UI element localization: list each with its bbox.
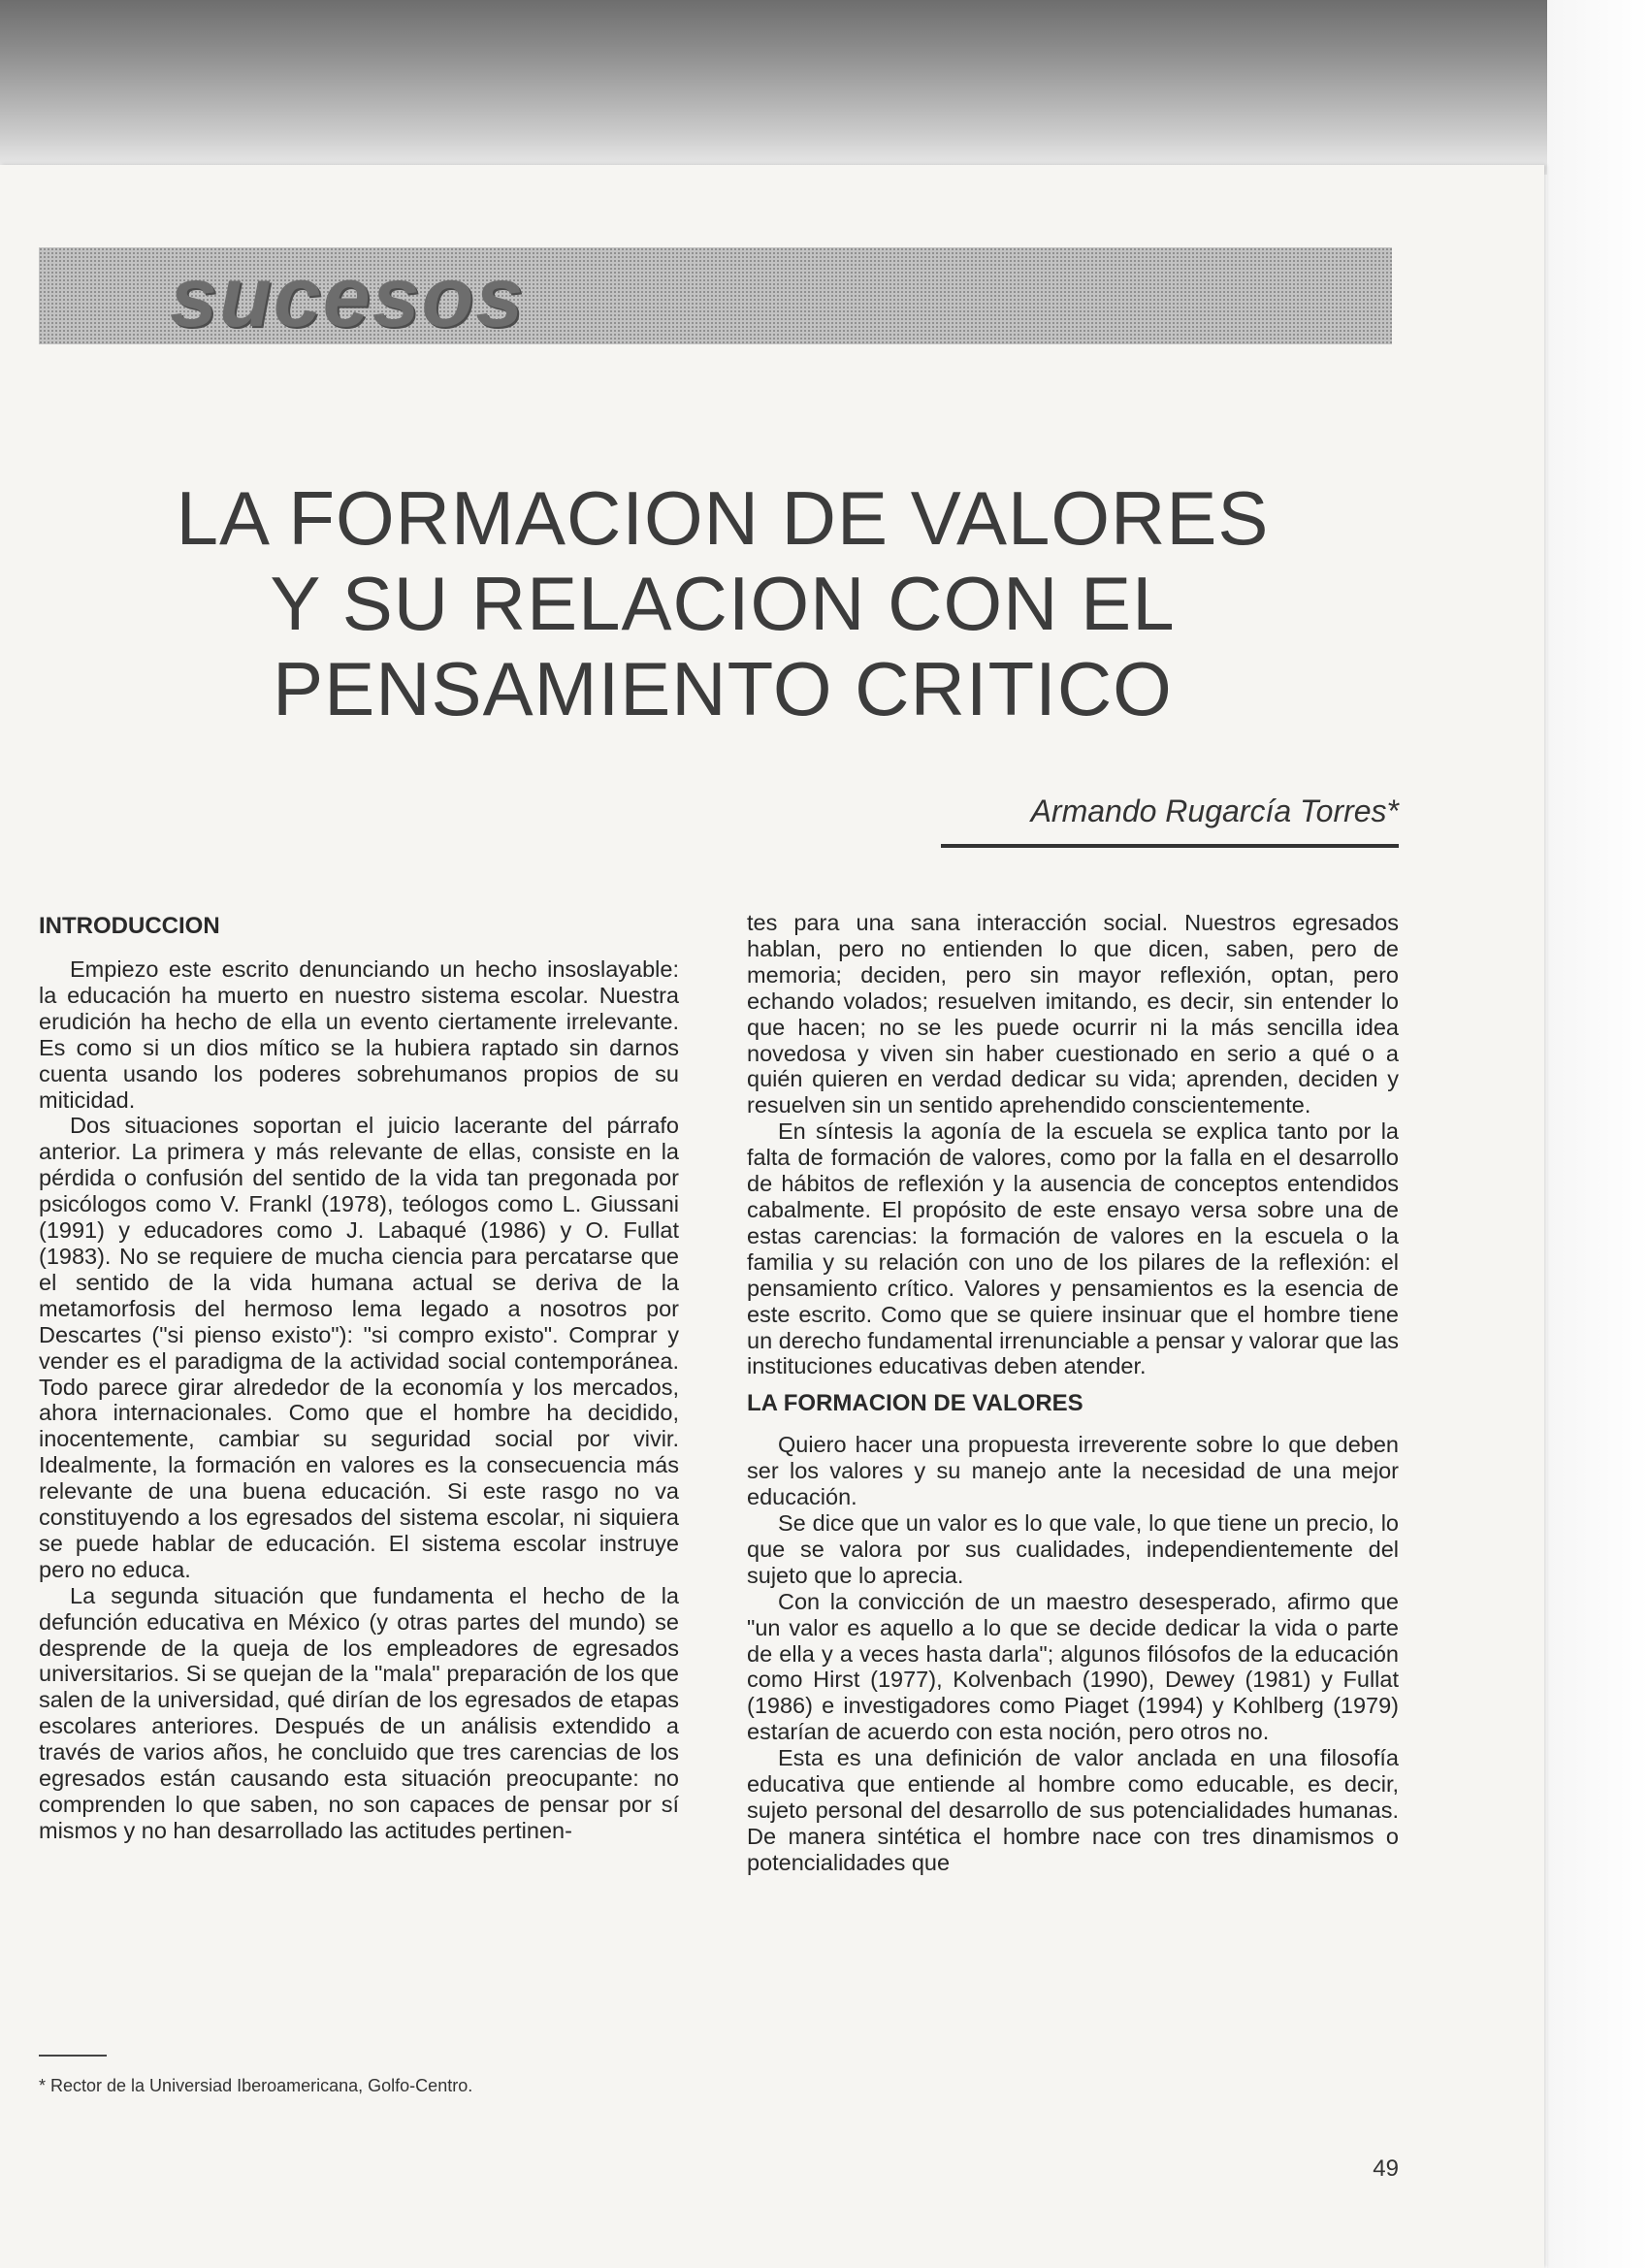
title-line-2: Y SU RELACION CON EL [270, 561, 1176, 646]
continued-paragraph: tes para una sana interacción social. Nuestros egresados hablan, pero no entienden lo que dicen, saben, pero de memoria; deciden, pero sin mayor reflexión, optan, pero echando volados; resuelven imitando, es decir, sin entender lo que hacen; no se les puede ocurrir ni la más sencilla idea novedosa y viven sin haber cuestionado en serio a qué o a quién quieren en verdad dedicar su vida; aprenden, deciden y resuelven sin un sentido aprehendido conscientemente. [747, 910, 1399, 1118]
article-title [126, 475, 1319, 731]
values-paragraph-4: Esta es una definición de valor anclada en una filosofía educativa que entiende al hombre como educable, es decir, sujeto personal del desarrollo de sus potencialidades humanas. De manera sintética el hombre nace con tres dinamismos o potencialidades que [747, 1745, 1399, 1875]
footnote-rule [39, 2055, 107, 2057]
right-column [747, 910, 1399, 1876]
introduction-heading: INTRODUCCION [39, 913, 220, 939]
values-heading: LA FORMACION DE VALORES [747, 1390, 1083, 1417]
values-paragraph-3: Con la convicción de un maestro desesperado, afirmo que "un valor es aquello a lo que se decide dedicar la vida o parte de ella y a veces hasta darla"; algunos filósofos de la educación como Hirst (1977), Kolvenbach (1990), Dewey (1981) y Fullat (1986) e investigadores como Piaget (1994) y Kohlberg (1979) estarían de acuerdo con esta noción, pero otros no. [747, 1588, 1399, 1745]
scan-background-top [0, 0, 1649, 175]
values-paragraph-2: Se dice que un valor es lo que vale, lo que tiene un precio, lo que se valora por sus cualidades, independientemente del sujeto que lo aprecia. [747, 1510, 1399, 1588]
title-line-1: LA FORMACION DE VALORES [176, 475, 1270, 561]
author-byline: Armando Rugarcía Torres* [1030, 794, 1399, 828]
intro-paragraph-1: Empiezo este escrito denunciando un hecho insoslayable: la educación ha muerto en nuestro sistema escolar. Nuestra erudición ha hecho de ella un evento ciertamente irrelevante. Es como si un dios mítico se la hubiera raptado sin darnos cuenta usando los poderes sobrehumanos propios de su miticidad. [39, 956, 679, 1113]
intro-paragraph-3: La segunda situación que fundamenta el hecho de la defunción educativa en México (y otras partes del mundo) se desprende de la queja de los empleadores de egresados universitarios. Si se quejan de la "mala" preparación de los que salen de la universidad, qué dirían de los egresados de etapas escolares anteriores. Después de un análisis extendido a través de varios años, he concluido que tres carencias de los egresados están causando esta situación preocupante: no comprenden lo que saben, no son capaces de pensar por sí mismos y no han desarrollado las actitudes pertinen- [39, 1582, 679, 1843]
author-rule [941, 844, 1399, 848]
title-line-3: PENSAMIENTO CRITICO [273, 646, 1173, 731]
page-number: 49 [1373, 2155, 1399, 2182]
left-column [39, 912, 679, 1844]
footnote: * Rector de la Universiad Iberoamericana, Golfo-Centro. [39, 2076, 473, 2095]
synthesis-paragraph: En síntesis la agonía de la escuela se explica tanto por la falta de formación de valores, como por la falla en el desarrollo de hábitos de reflexión y la ausencia de conceptos entendidos cabalmente. El propósito de este ensayo versa sobre una de estas carencias: la formación de valores en la escuela o la familia y su relación con uno de los pilares de la reflexión: el pensamiento crítico. Valores y pensamientos es la esencia de este escrito. Como que se quiere insinuar que el hombre tiene un derecho fundamental irrenunciable a pensar y valorar que las instituciones educativas deben atender. [747, 1118, 1399, 1379]
scan-background-right [1547, 0, 1649, 2268]
intro-paragraph-2: Dos situaciones soportan el juicio lacerante del párrafo anterior. La primera y más relevante de ellas, consiste en la pérdida o confusión del sentido de la vida tan pregonada por psicólogos como V. Frankl (1978), teólogos como L. Giussani (1991) y educadores como J. Labaqué (1986) y O. Fullat (1983). No se requiere de mucha ciencia para percatarse que el sentido de la vida humana actual se deriva de la metamorfosis del hermoso lema legado a nosotros por Descartes ("si pienso existo"): "si compro existo". Comprar y vender es el paradigma de la actividad social contemporánea. Todo parece girar alrededor de la economía y los mercados, ahora internacionales. Como que el hombre ha decidido, inocentemente, cambiar su seguridad social por vivir. Idealmente, la formación en valores es la consecuencia más relevante de una buena educación. Si este rasgo no va constituyendo a los egresados del sistema escolar, ni siquiera se puede hablar de educación. El sistema escolar instruye pero no educa. [39, 1113, 679, 1582]
section-label: sucesos [170, 248, 526, 344]
values-paragraph-1: Quiero hacer una propuesta irreverente sobre lo que deben ser los valores y su manejo ante la necesidad de una mejor educación. [747, 1432, 1399, 1510]
